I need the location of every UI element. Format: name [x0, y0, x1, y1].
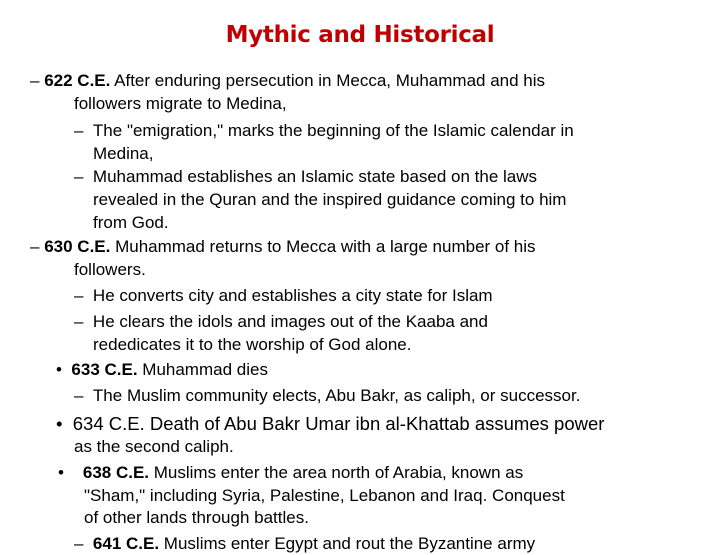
- date-label: 630 C.E.: [44, 237, 111, 256]
- text-line: [74, 385, 580, 407]
- line-text: "Sham," including Syria, Palestine, Lebanon and Iraq. Conquest: [84, 486, 565, 505]
- text-line-cut: [74, 533, 535, 555]
- dash-marker: –: [74, 167, 84, 186]
- text-line: [93, 189, 566, 211]
- text-line: [30, 236, 536, 258]
- date-label: 622 C.E.: [44, 71, 111, 90]
- line-text: as the second caliph.: [74, 437, 234, 456]
- date-label: 633 C.E.: [71, 360, 138, 379]
- dash-marker: –: [30, 71, 40, 90]
- text-line: [93, 212, 169, 234]
- dash-marker: –: [74, 386, 84, 405]
- text-line: [84, 507, 309, 529]
- text-line: [93, 334, 411, 356]
- line-text: Medina,: [93, 144, 154, 163]
- date-label: 638 C.E.: [82, 463, 150, 482]
- line-text: from God.: [93, 213, 169, 232]
- date-label: 641 C.E.: [92, 534, 160, 553]
- text-line: [74, 120, 574, 142]
- bullet-marker: •: [58, 463, 64, 482]
- text-line: [74, 259, 146, 281]
- line-text: Muhammad returns to Mecca with a large number of his: [110, 237, 536, 256]
- line-text: Death of Abu Bakr Umar ibn al-Khattab assumes power: [144, 413, 605, 434]
- text-line: [56, 413, 604, 435]
- bullet-marker: •: [56, 360, 62, 379]
- dash-marker: –: [74, 121, 84, 140]
- line-text: followers.: [74, 260, 146, 279]
- line-text: revealed in the Quran and the inspired guidance coming to him: [93, 190, 567, 209]
- dash-marker: –: [74, 312, 84, 331]
- text-line: [58, 462, 523, 484]
- line-text: The "emigration," marks the beginning of the Islamic calendar in: [92, 121, 574, 140]
- line-text: Muslims enter Egypt and rout the Byzantine army: [159, 534, 536, 553]
- text-line: [74, 93, 287, 115]
- text-line: [56, 359, 268, 381]
- line-text: He converts city and establishes a city state for Islam: [92, 286, 493, 305]
- dash-marker: –: [30, 237, 40, 256]
- text-line: [74, 166, 537, 188]
- line-text: After enduring persecution in Mecca, Muhammad and his: [110, 71, 546, 90]
- line-text: Muhammad establishes an Islamic state based on the laws: [92, 167, 538, 186]
- dash-marker: –: [74, 534, 84, 553]
- date-label: 634 C.E.: [72, 413, 145, 434]
- text-line: [74, 285, 493, 307]
- line-text: rededicates it to the worship of God alone.: [93, 335, 412, 354]
- dash-marker: –: [74, 286, 84, 305]
- text-line: [74, 311, 488, 333]
- text-line: [30, 70, 545, 92]
- slide-title: Mythic and Historical: [225, 22, 495, 48]
- line-text: followers migrate to Medina,: [74, 94, 287, 113]
- text-line: [93, 143, 153, 165]
- text-line: [74, 436, 234, 458]
- line-text: of other lands through battles.: [84, 508, 309, 527]
- text-line: [84, 485, 565, 507]
- line-text: He clears the idols and images out of the Kaaba and: [92, 312, 488, 331]
- line-text: Muslims enter the area north of Arabia, known as: [149, 463, 524, 482]
- line-text: The Muslim community elects, Abu Bakr, as caliph, or successor.: [92, 386, 581, 405]
- line-text: Muhammad dies: [137, 360, 268, 379]
- bullet-marker: •: [56, 413, 63, 434]
